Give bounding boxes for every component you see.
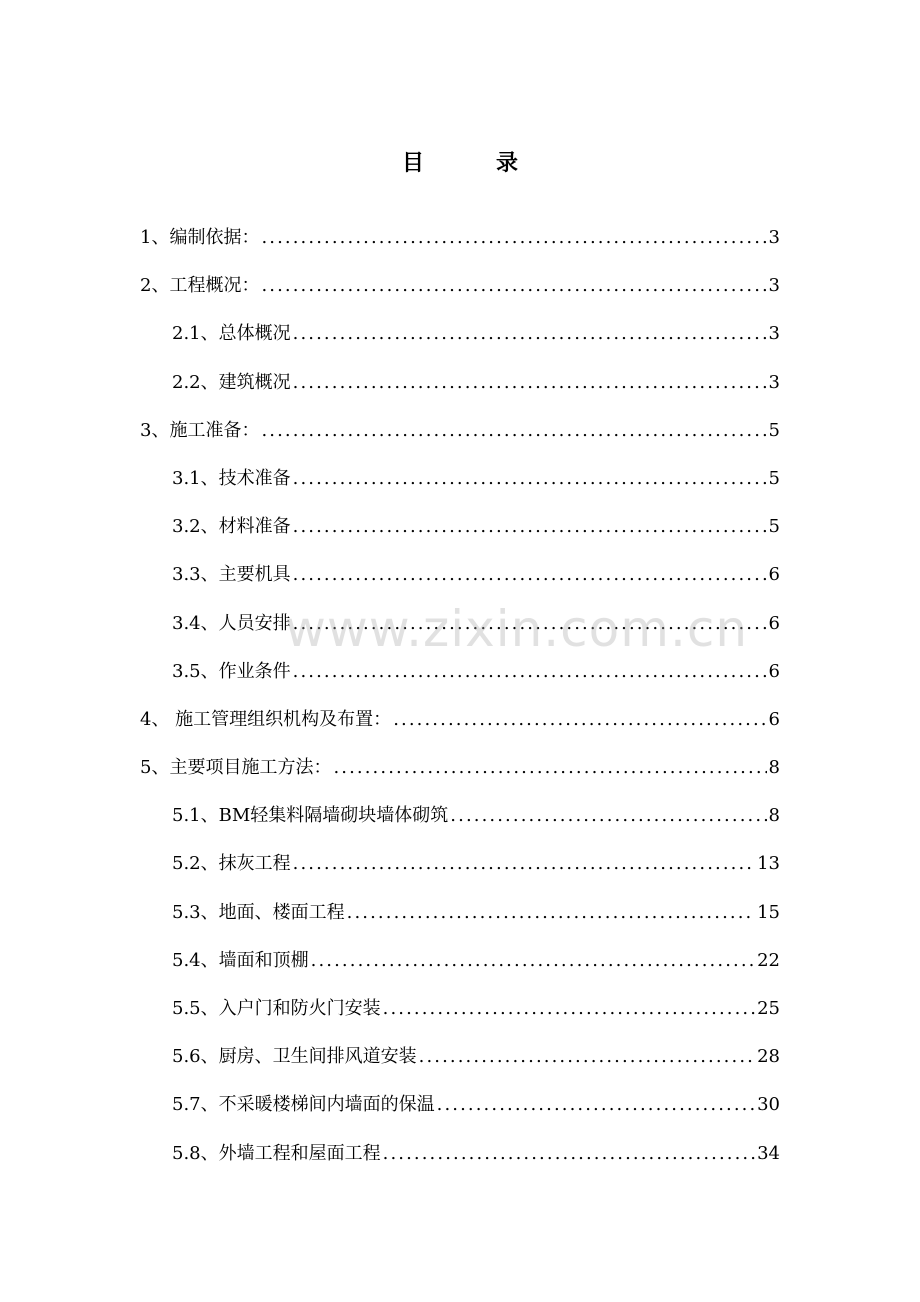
toc-entry-page-number: 22 xyxy=(757,949,780,971)
toc-entry-label: 3.2、材料准备 xyxy=(172,516,291,538)
toc-dot-leader xyxy=(293,557,767,593)
toc-entry-label: 5.5、入户门和防火门安装 xyxy=(172,998,381,1019)
toc-entry-label: 3.5、作业条件 xyxy=(172,660,291,682)
toc-dot-leader xyxy=(261,268,766,304)
toc-entry[interactable] xyxy=(140,895,780,943)
toc-entry-label: 5.6、厨房、卫生间排风道安装 xyxy=(172,1046,417,1068)
toc-entry-label: 5、主要项目施工方法： xyxy=(140,757,332,779)
toc-entry[interactable] xyxy=(140,413,780,461)
toc-entry-label: 5.3、地面、楼面工程 xyxy=(172,901,345,923)
toc-dot-leader xyxy=(293,461,767,497)
toc-entry-label: 3.3、主要机具 xyxy=(172,564,291,586)
toc-entry-label: 5.8、外墙工程和屋面工程 xyxy=(172,1142,381,1164)
toc-dot-leader xyxy=(261,220,766,256)
toc-entry[interactable] xyxy=(140,606,780,654)
toc-entry[interactable] xyxy=(140,846,780,894)
toc-dot-leader xyxy=(311,943,755,979)
toc-entry[interactable] xyxy=(140,654,780,702)
toc-dot-leader xyxy=(347,895,755,931)
toc-entry[interactable] xyxy=(140,991,780,1039)
toc-entry[interactable] xyxy=(140,557,780,605)
toc-entry-page-number: 34 xyxy=(757,1142,780,1164)
toc-entry-page-number: 5 xyxy=(768,467,780,489)
toc-entry[interactable] xyxy=(140,1039,780,1087)
toc-dot-leader xyxy=(293,606,767,642)
toc-entry-page-number: 6 xyxy=(768,564,780,586)
toc-entry-page-number: 30 xyxy=(757,1094,780,1116)
toc-entry[interactable] xyxy=(140,1136,780,1184)
toc-entry-page-number: 8 xyxy=(768,757,780,779)
toc-entry[interactable] xyxy=(140,943,780,991)
toc-entry[interactable] xyxy=(140,702,780,750)
toc-entry-page-number: 13 xyxy=(757,853,780,875)
toc-entry[interactable] xyxy=(140,509,780,557)
toc-entry-label: 3、施工准备： xyxy=(140,419,260,441)
toc-title-char-1: 目 xyxy=(401,151,424,176)
toc-entry-page-number: 6 xyxy=(768,612,780,634)
toc-entry-label: 2.2、建筑概况 xyxy=(172,371,291,393)
toc-dot-leader xyxy=(383,991,755,1027)
toc-entry-page-number: 28 xyxy=(757,1046,780,1068)
toc-entry[interactable] xyxy=(140,268,780,316)
toc-dot-leader xyxy=(419,1039,755,1075)
toc-entry[interactable] xyxy=(140,365,780,413)
toc-dot-leader xyxy=(293,365,767,401)
toc-entry[interactable] xyxy=(140,750,780,798)
toc-title-char-2: 录 xyxy=(496,151,519,176)
toc-entry-label: 4、 施工管理组织机构及布置： xyxy=(140,708,392,730)
toc-entry-page-number: 6 xyxy=(768,660,780,682)
toc-dot-leader xyxy=(261,413,766,449)
toc-dot-leader xyxy=(333,750,766,786)
toc-dot-leader xyxy=(393,702,766,738)
toc-entry-page-number: 8 xyxy=(768,805,780,827)
toc-dot-leader xyxy=(293,509,767,545)
toc-entry-label: 2.1、总体概况 xyxy=(172,323,291,345)
toc-entry-label: 3.4、人员安排 xyxy=(172,612,291,634)
toc-dot-leader xyxy=(293,654,767,690)
toc-entry-page-number: 25 xyxy=(757,998,780,1019)
toc-entry-label: 5.4、墙面和顶棚 xyxy=(172,949,309,971)
toc-entry[interactable] xyxy=(140,316,780,364)
toc-entry-page-number: 5 xyxy=(768,419,780,441)
toc-dot-leader xyxy=(383,1136,755,1172)
toc-entry-page-number: 3 xyxy=(768,323,780,345)
toc-entry-label: 5.2、抹灰工程 xyxy=(172,853,291,875)
toc-entry[interactable] xyxy=(140,461,780,509)
watermark: www.zixin.com.cn xyxy=(285,600,749,658)
toc-entry-label: 5.7、不采暖楼梯间内墙面的保温 xyxy=(172,1094,435,1116)
toc-dot-leader xyxy=(437,1087,755,1123)
toc-entry[interactable] xyxy=(140,1087,780,1135)
toc-entry[interactable] xyxy=(140,798,780,846)
toc-dot-leader xyxy=(293,316,767,352)
toc-entry-page-number: 5 xyxy=(768,516,780,538)
toc-dot-leader xyxy=(293,846,755,882)
toc-list xyxy=(140,220,780,1184)
toc-entry-label: 2、工程概况： xyxy=(140,275,260,297)
toc-entry-label: 1、编制依据： xyxy=(140,227,260,248)
toc-entry-page-number: 15 xyxy=(757,901,780,923)
toc-entry-page-number: 3 xyxy=(768,275,780,297)
toc-entry-page-number: 6 xyxy=(768,708,780,730)
toc-entry-page-number: 3 xyxy=(768,371,780,393)
toc-entry[interactable] xyxy=(140,220,780,268)
toc-entry-page-number: 3 xyxy=(768,227,780,248)
toc-dot-leader xyxy=(450,798,766,834)
toc-title xyxy=(0,146,920,177)
toc-entry-label: 5.1、BM轻集料隔墙砌块墙体砌筑 xyxy=(172,805,449,827)
toc-entry-label: 3.1、技术准备 xyxy=(172,467,291,489)
